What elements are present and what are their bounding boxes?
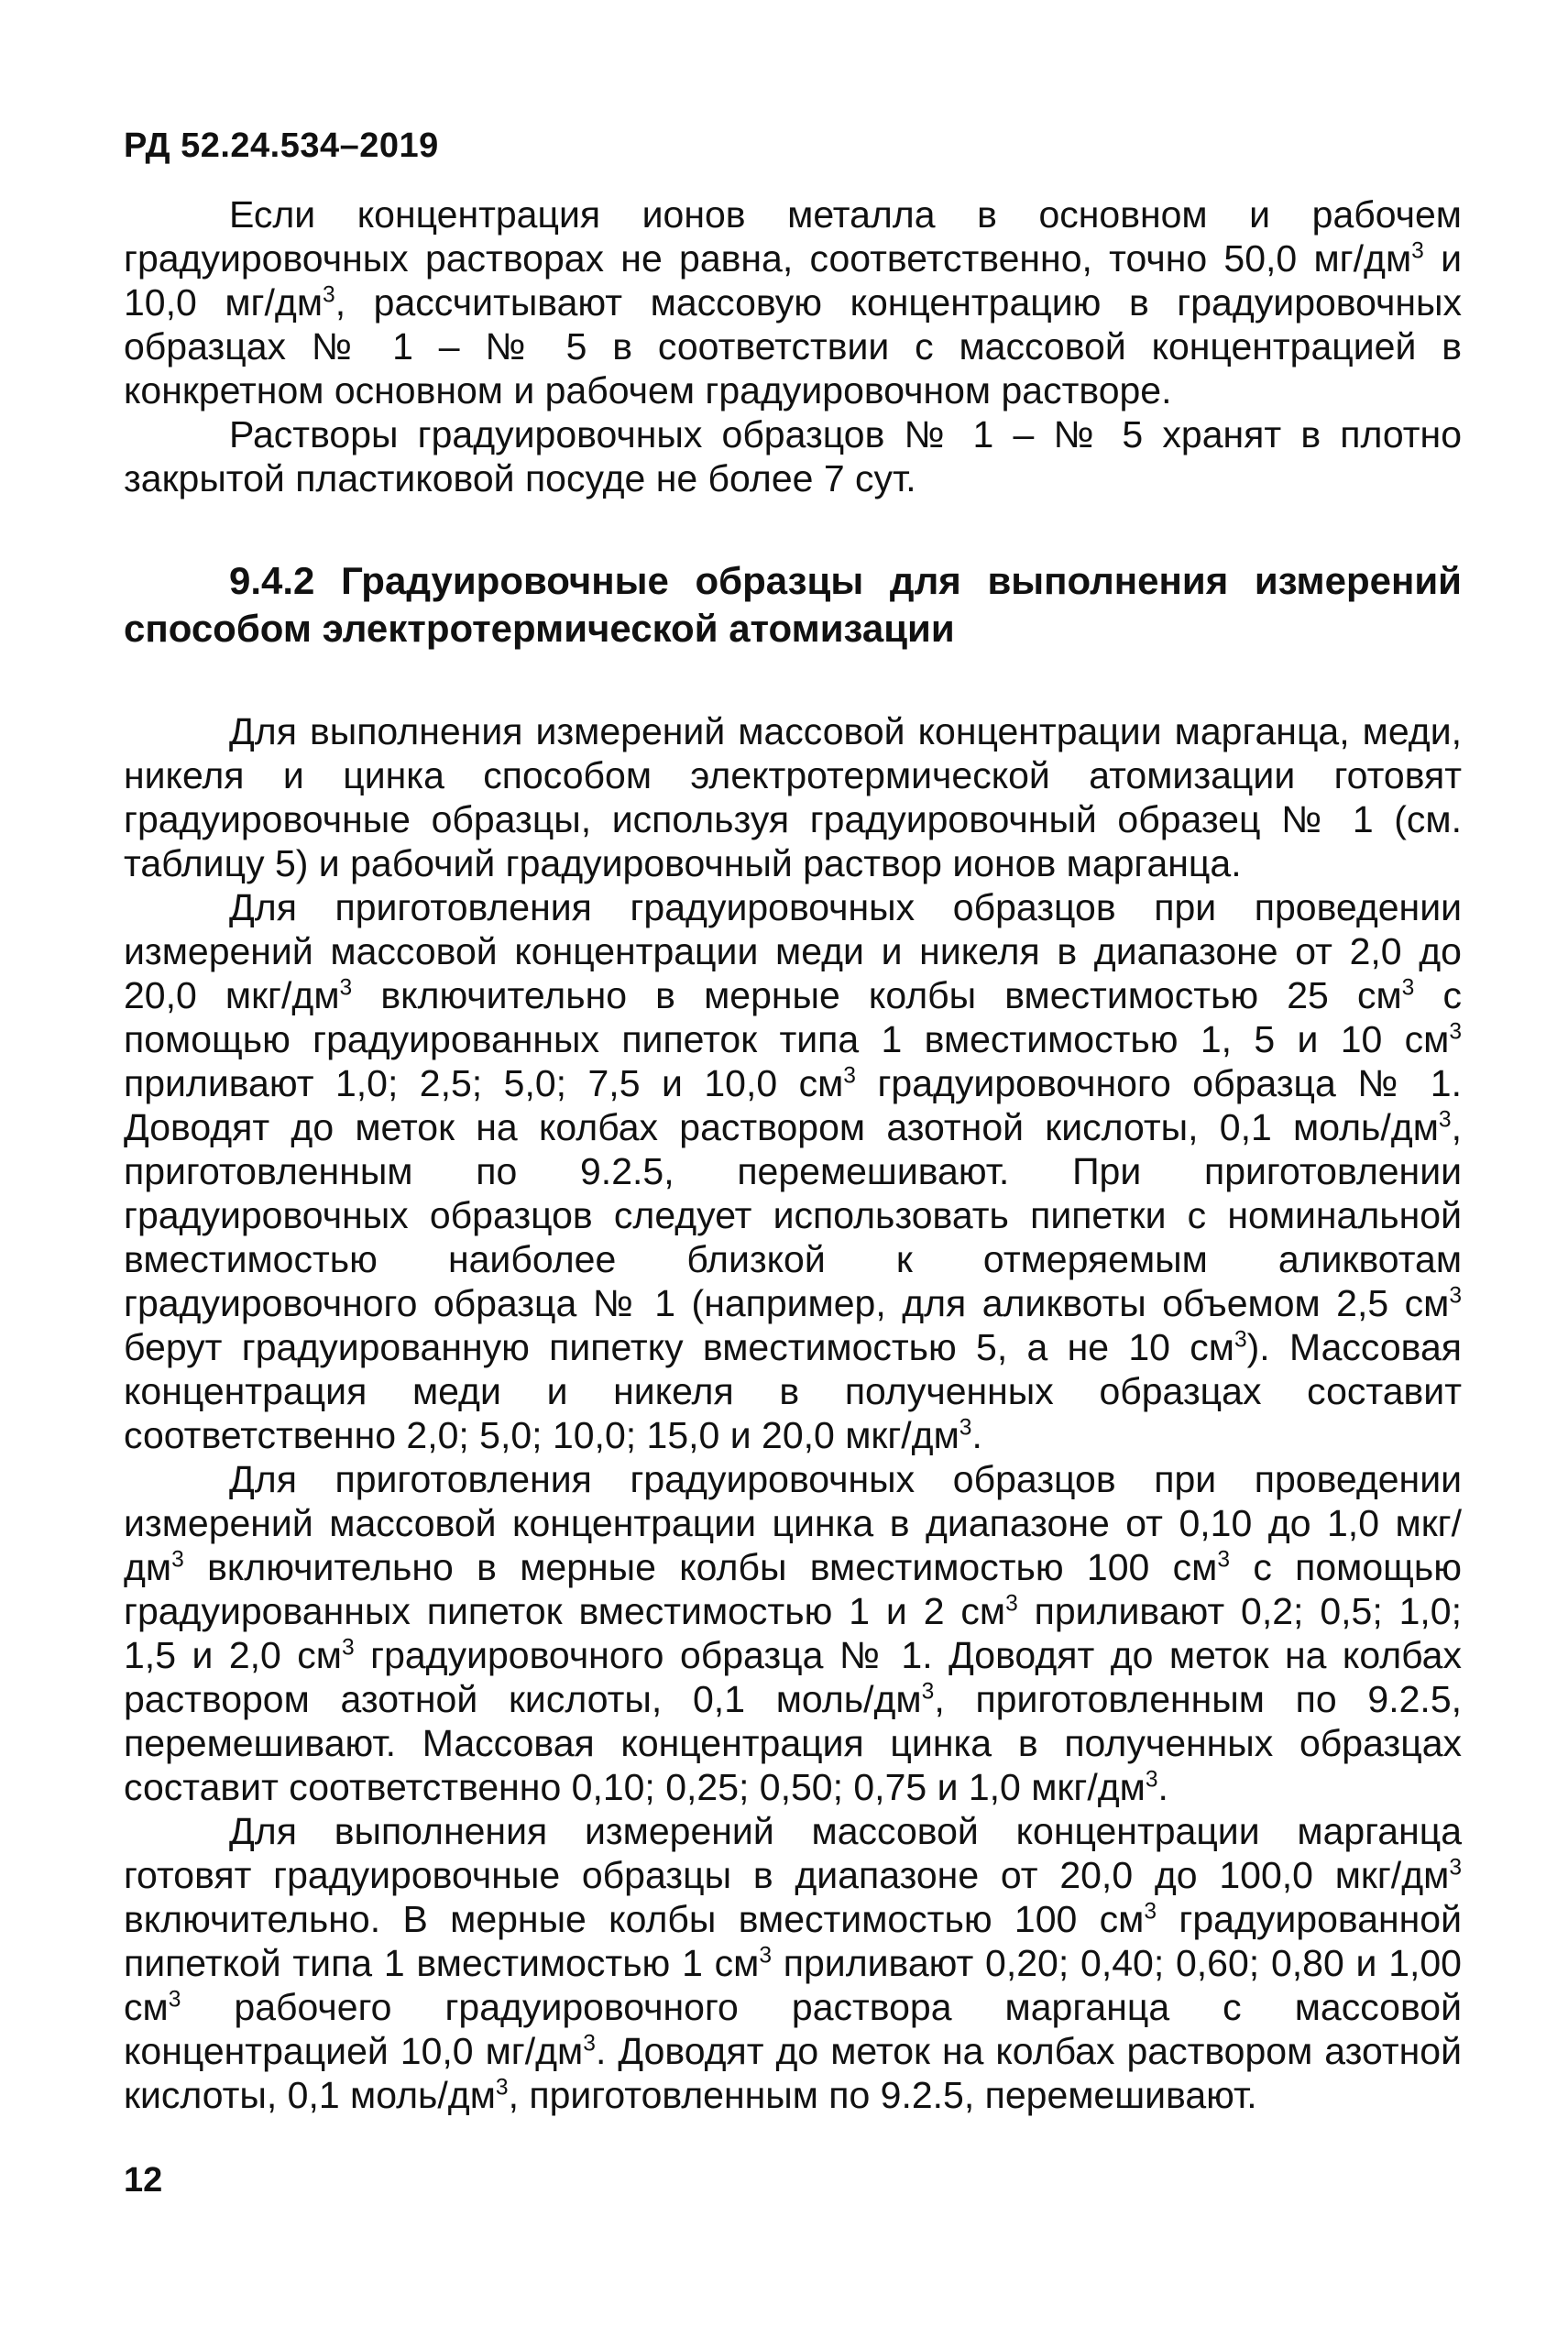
- paragraph: Если концентрация ионов металла в основном и рабочем градуировочных растворах не равна, соответственно, точно 50,0 $мг/дм^3$ и 10,0 $мг/дм^3$, рассчитывают массовую концентрацию в градуировочных образцах № 1 – № 5 в соответствии с массовой концентрацией в конкретном основном и рабочем градуировочном растворе.: [124, 193, 1462, 411]
- page-number: 12: [124, 2161, 163, 2200]
- page-content: [124, 192, 1462, 2117]
- document-code: РД 52.24.534–2019: [124, 126, 439, 165]
- section-heading: 9.4.2 Градуировочные образцы для выполнения измерений способом электротермической атомизации: [124, 559, 1462, 650]
- paragraph: Растворы градуировочных образцов № 1 – № 5 хранят в плотно закрытой пластиковой посуде не более 7 сут.: [124, 413, 1462, 499]
- paragraph: Для выполнения измерений массовой концентрации марганца, меди, никеля и цинка способом электротермической атомизации готовят градуировочные образцы, используя градуировочный образец № 1 (см. таблицу 5) и рабочий градуировочный раствор ионов марганца.: [124, 710, 1462, 884]
- paragraph: Для приготовления градуировочных образцов при проведении измерений массовой концентрации цинка в диапазоне от 0,10 до 1,0 мкг/$дм^3$ включительно в мерные колбы вместимостью 100 $см^3$ с помощью градуированных пипеток вместимостью 1 и 2 $см^3$ приливают 0,2; 0,5; 1,0; 1,5 и 2,0 $см^3$ градуировочного образца № 1. Доводят до меток на колбах раствором азотной кислоты, 0,1 моль/$дм^3$, приготовленным по 9.2.5, перемешивают. Массовая концентрация цинка в полученных образцах составит соответственно 0,10; 0,25; 0,50; 0,75 и 1,0 мкг/$дм^3$.: [124, 1458, 1463, 1808]
- paragraph: Для приготовления градуировочных образцов при проведении измерений массовой концентрации меди и никеля в диапазоне от 2,0 до 20,0 мкг/$дм^3$ включительно в мерные колбы вместимостью 25 $см^3$ с помощью градуированных пипеток типа 1 вместимостью 1, 5 и 10 $см^3$ приливают 1,0; 2,5; 5,0; 7,5 и 10,0 $см^3$ градуировочного образца № 1. Доводят до меток на колбах раствором азотной кислоты, 0,1 моль/$дм^3$, приготовленным по 9.2.5, перемешивают. При приготовлении градуировочных образцов следует использовать пипетки с номинальной вместимостью наиболее близкой к отмеряемым аликвотам градуировочного образца № 1 (например, для аликвоты объемом 2,5 $см^3$ берут градуированную пипетку вместимостью 5, а не 10 $см^3$). Массовая концентрация меди и никеля в полученных образцах составит соответственно 2,0; 5,0; 10,0; 15,0 и 20,0 мкг/$дм^3$.: [124, 886, 1462, 1456]
- paragraph: Для выполнения измерений массовой концентрации марганца готовят градуировочные образцы в диапазоне от 20,0 до 100,0 мкг/$дм^3$ включительно. В мерные колбы вместимостью 100 $см^3$ градуированной пипеткой типа 1 вместимостью 1 $см^3$ приливают 0,20; 0,40; 0,60; 0,80 и 1,00 $см^3$ рабочего градуировочного раствора марганца с массовой концентрацией 10,0 $мг/дм^3$. Доводят до меток на колбах раствором азотной кислоты, 0,1 моль/$дм^3$, приготовленным по 9.2.5, перемешивают.: [124, 1810, 1462, 2116]
